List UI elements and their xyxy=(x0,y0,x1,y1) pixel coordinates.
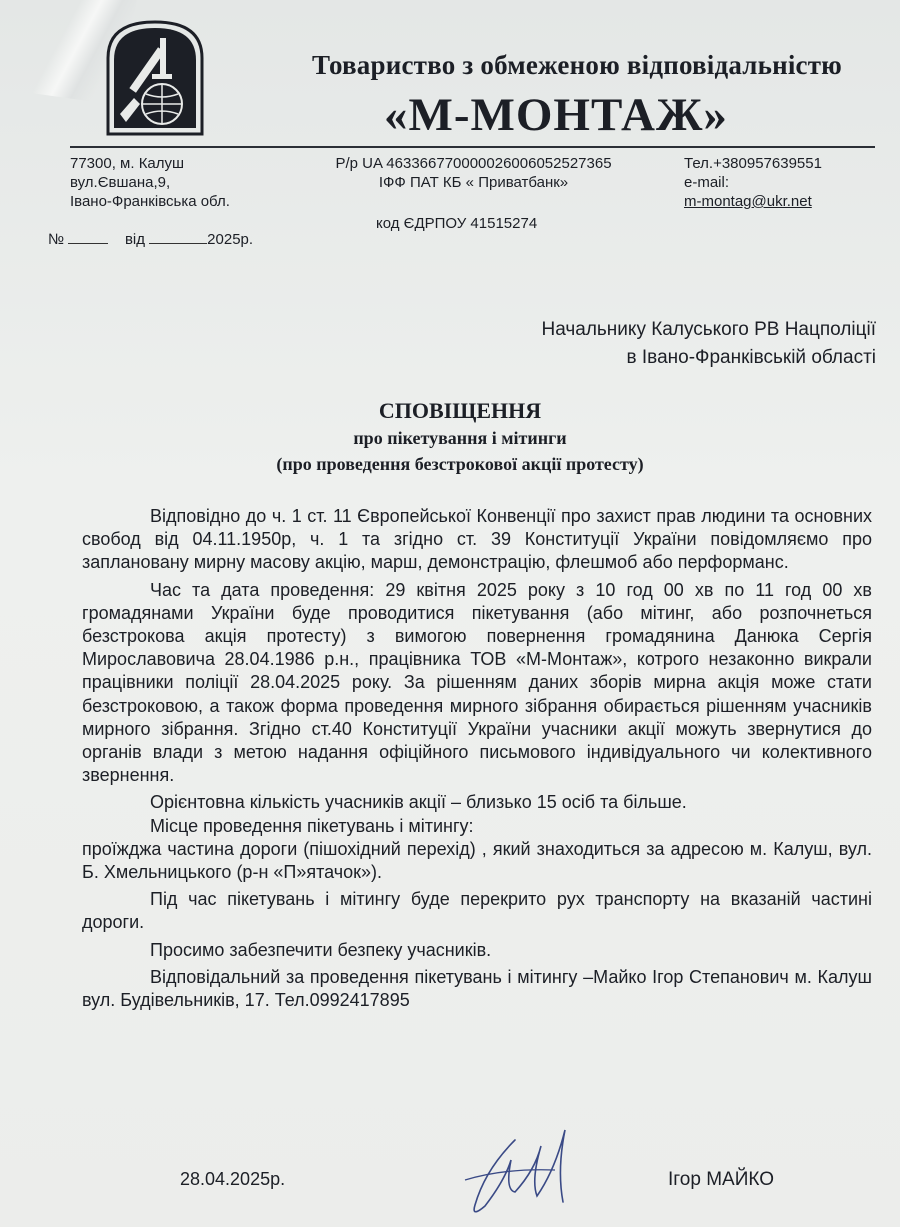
document-subtitle: (про проведення безстрокової акції протесту) xyxy=(276,454,644,474)
ref-date-label: від xyxy=(124,231,145,248)
email-link[interactable]: m-montag@ukr.net xyxy=(684,193,812,210)
document-reference xyxy=(48,229,253,249)
addressee-line: Начальнику Калуського РВ Нацполіції xyxy=(541,319,876,340)
body-paragraph: Просимо забезпечити безпеку учасників. xyxy=(150,939,492,960)
body-paragraph: Відповідальний за проведення пікетувань і мітингу –Майко Ігор Степанович м. Калуш вул. Будівельників, 17. Тел.0992417895 xyxy=(82,966,872,1011)
document-subtitle: про пікетування і мітинги xyxy=(353,428,567,448)
body-paragraph: Відповідно до ч. 1 ст. 11 Європейської Конвенції про захист прав людини та основних свобод від 04.11.1950р, ч. 1 та згідно ст. 39 Конституції України повідомляємо про заплановану мирну масову акцію, марш, демонстрацію, флешмоб або перформанс. xyxy=(82,506,872,573)
ref-date-blank xyxy=(149,229,207,244)
handwritten-signature xyxy=(445,1110,595,1220)
address-line: 77300, м. Калуш xyxy=(70,155,185,172)
company-name: «М-МОНТАЖ» xyxy=(384,89,728,141)
company-legal-form: Товариство з обмеженою відповідальністю xyxy=(312,50,843,80)
ref-year: 2025р. xyxy=(207,231,254,248)
bank-details xyxy=(296,154,651,192)
ref-number-blank xyxy=(68,229,108,244)
edrpou-code: код ЄДРПОУ 41515274 xyxy=(376,215,538,232)
body-paragraph: Під час пікетувань і мітингу буде перекрито рух транспорту на вказаній частині дороги. xyxy=(82,889,872,933)
document-body xyxy=(82,505,872,1012)
phone: Тел.+380957639551 xyxy=(684,155,822,172)
email-label: e-mail: xyxy=(684,174,730,191)
bank-account: Р/р UA 463366770000026006052527365 xyxy=(335,155,612,172)
addressee-block xyxy=(541,316,876,372)
body-paragraph: Час та дата проведення: 29 квітня 2025 року з 10 год 00 хв по 11 год 00 хв громадянами України буде проводитися пікетування (або мітинг, або розпочнеться безстрокова акція протесту) з вимогою повернення громадянина Данюка Сергія Мирославовича 28.04.1986 р.н., працівника ТОВ «М-Монтаж», котрого незаконно викрали працівники поліції 28.04.2025 року. За рішенням даних зборів мирна акція може стати безстроковою, а також форма проведення мирного зібрання обирається рішенням учасників мирного зібрання. Згідно ст.40 Конституції України учасники акції можуть звернутися до органів влади з метою надання офіційного письмового індивідуального чи колективного звернення. xyxy=(82,579,872,786)
signature-date: 28.04.2025р. xyxy=(180,1169,286,1189)
addressee-line: в Івано-Франківській області xyxy=(626,347,876,368)
ref-number-label: № xyxy=(48,231,65,248)
address-line: вул.Євшана,9, xyxy=(70,174,171,191)
body-paragraph: Місце проведення пікетувань і мітингу: xyxy=(150,815,474,836)
bank-name: ІФФ ПАТ КБ « Приватбанк» xyxy=(378,174,569,191)
company-contacts xyxy=(684,154,822,211)
address-line: Івано-Франківська обл. xyxy=(70,193,230,210)
document-title: СПОВІЩЕННЯ xyxy=(378,398,542,423)
company-address xyxy=(70,154,230,211)
company-logo xyxy=(100,18,210,136)
body-paragraph: проїжджа частина дороги (пішохідний перехід) , який знаходиться за адресою м. Калуш, вул. Б. Хмельницького (р-н «П»ятачок»). xyxy=(82,838,872,883)
body-paragraph: Орієнтовна кількість учасників акції – близько 15 осіб та більше. xyxy=(150,792,687,813)
header-divider xyxy=(70,146,875,148)
signatory-name: Ігор МАЙКО xyxy=(668,1169,774,1190)
